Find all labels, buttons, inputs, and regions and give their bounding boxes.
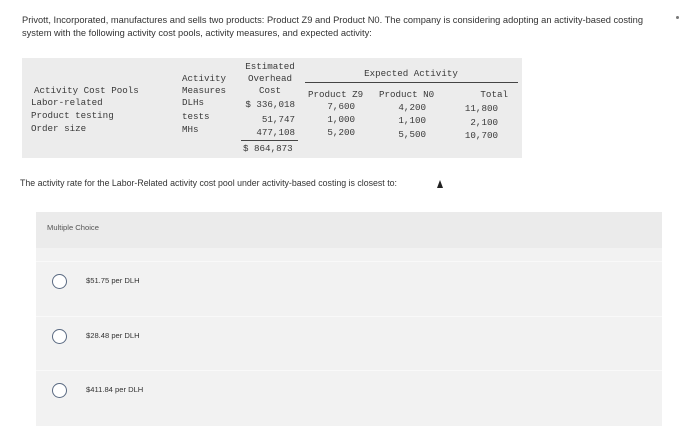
cost-total-rule	[241, 140, 298, 141]
radio-button-icon[interactable]	[52, 383, 67, 398]
multiple-choice-header	[36, 212, 662, 248]
row-cost: 51,747	[261, 114, 295, 125]
choice-option-label[interactable]: $28.48 per DLH	[86, 331, 140, 340]
radio-button-icon[interactable]	[52, 274, 67, 289]
row-z9: 7,600	[327, 101, 355, 112]
row-n0: 5,500	[398, 129, 426, 140]
radio-button-icon[interactable]	[52, 329, 67, 344]
row-n0: 4,200	[398, 102, 426, 113]
row-total: 2,100	[470, 117, 498, 128]
row-pool-name: Product testing	[31, 110, 114, 121]
problem-intro-text: Privott, Incorporated, manufactures and sells two products: Product Z9 and Product N0. The company is considering adopting an activity-based costing system with the following activity cost pools, activity measures, and expected activity:	[22, 15, 643, 38]
row-total: 10,700	[464, 130, 498, 141]
choice-option-label[interactable]: $411.84 per DLH	[86, 385, 144, 394]
row-total: 11,800	[464, 103, 498, 114]
header-estimated-cost-2: Overhead	[247, 73, 293, 84]
header-expected-activity: Expected Activity	[364, 68, 458, 79]
row-measure: MHs	[182, 124, 199, 135]
question-text: The activity rate for the Labor-Related activity cost pool under activity-based costing is closest to:	[20, 178, 397, 188]
header-activity-cost-pools: Activity Cost Pools	[34, 85, 139, 96]
header-product-n0: Product N0	[379, 89, 435, 100]
header-activity-measures-2: Measures	[181, 85, 227, 96]
row-n0: 1,100	[398, 115, 426, 126]
row-measure: DLHs	[182, 97, 205, 108]
header-product-z9: Product Z9	[308, 89, 364, 100]
multiple-choice-title: Multiple Choice	[47, 223, 99, 232]
row-pool-name: Order size	[31, 123, 87, 134]
row-z9: 5,200	[327, 127, 355, 138]
header-activity-measures-1: Activity	[181, 73, 227, 84]
grand-total-cost: $ 864,873	[243, 143, 293, 154]
mouse-pointer-icon	[437, 180, 443, 188]
activity-cost-table	[22, 58, 522, 158]
row-cost: $ 336,018	[245, 99, 295, 110]
choice-option[interactable]	[36, 261, 662, 302]
expected-activity-rule	[305, 82, 518, 83]
header-total: Total	[480, 89, 508, 100]
choice-option-label[interactable]: $51.75 per DLH	[86, 276, 140, 285]
row-measure: tests	[182, 111, 210, 122]
row-z9: 1,000	[327, 114, 355, 125]
header-estimated-cost-3: Cost	[258, 85, 282, 96]
choice-option[interactable]	[36, 370, 662, 411]
choice-option[interactable]	[36, 316, 662, 357]
dot-icon	[676, 16, 679, 19]
row-cost: 477,108	[256, 127, 295, 138]
multiple-choice-panel	[36, 212, 662, 426]
row-pool-name: Labor-related	[31, 97, 103, 108]
header-estimated-cost-1: Estimated	[245, 61, 295, 72]
